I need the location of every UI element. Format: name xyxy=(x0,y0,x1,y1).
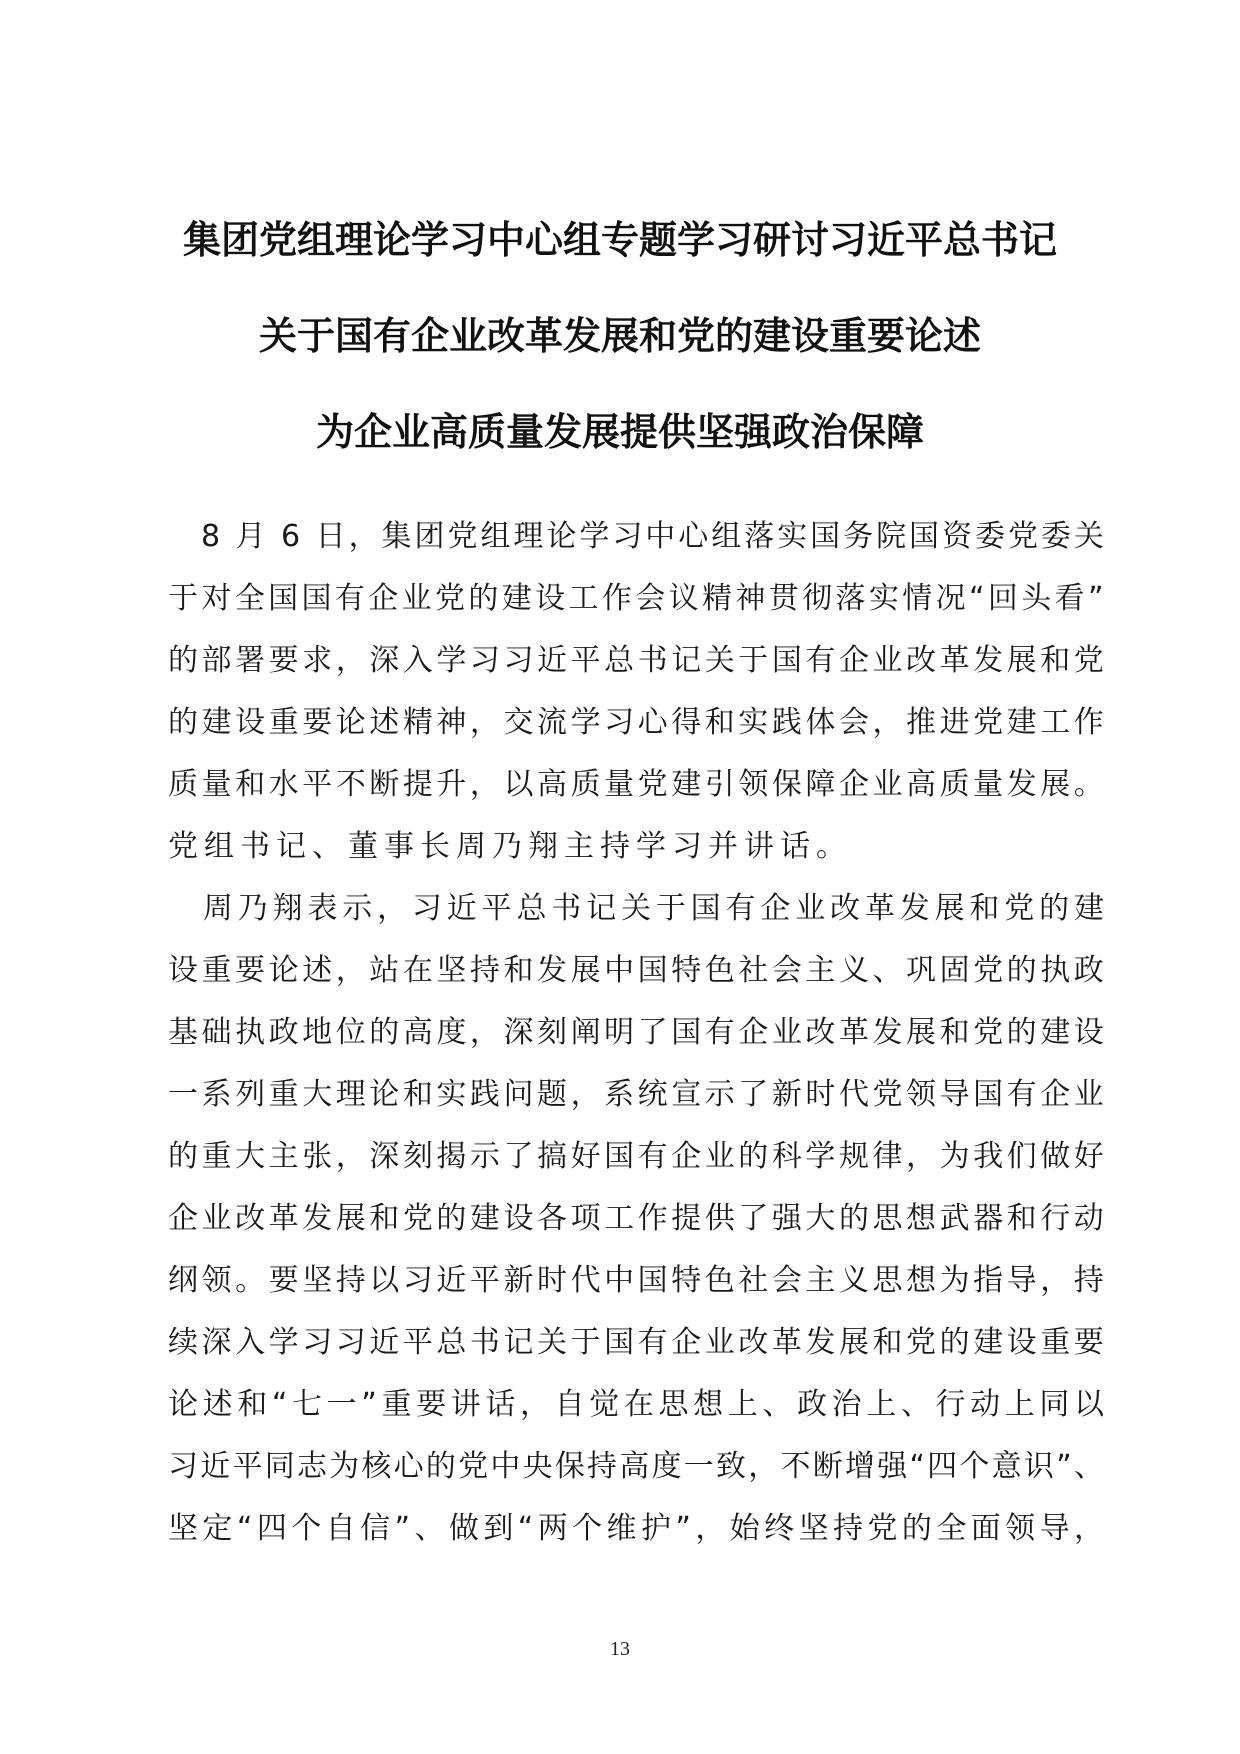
paragraph-1 xyxy=(168,512,1104,884)
page-number: 13 xyxy=(610,1638,630,1660)
text-line: 8 月 6 日 ， 集 团 党 组 理 论 学 习 中 心 组 落 实 国 务 院 国 资 委 党 委 关 xyxy=(200,519,1104,554)
article-body xyxy=(168,512,1104,1566)
title-line: 关于国有企业改革发展和党的建设重要论述 xyxy=(258,314,981,358)
text-line: 的 部 署 要 求 ， 深 入 学 习 习 近 平 总 书 记 关 于 国 有 企 业 改 革 发 展 和 党 xyxy=(168,643,1104,678)
text-line: 论 述 和 “ 七 一 ” 重 要 讲 话 ， 自 觉 在 思 想 上 、 政 治 上 、 行 动 上 同 以 xyxy=(168,1387,1104,1422)
text-line: 基 础 执 政 地 位 的 高 度 ， 深 刻 阐 明 了 国 有 企 业 改 革 发 展 和 党 的 建 设 xyxy=(168,1015,1104,1050)
text-line: 习 近 平 同 志 为 核 心 的 党 中 央 保 持 高 度 一 致 ， 不 断 增 强 “ 四 个 意 识 ” 、 xyxy=(168,1449,1104,1484)
text-line: 坚 定 “ 四 个 自 信 ” 、 做 到 “ 两 个 维 护 ” ， 始 终 坚 持 党 的 全 面 领 导 ， xyxy=(168,1511,1104,1546)
text-line: 设 重 要 论 述 ， 站 在 坚 持 和 发 展 中 国 特 色 社 会 主 义 、 巩 固 党 的 执 政 xyxy=(168,953,1104,988)
text-line: 党组书记、董事长周乃翔主持学习并讲话。 xyxy=(168,829,852,864)
article-title xyxy=(120,215,1120,503)
paragraph-2 xyxy=(168,884,1104,1566)
text-line: 的 重 大 主 张 ， 深 刻 揭 示 了 搞 好 国 有 企 业 的 科 学 规 律 ， 为 我 们 做 好 xyxy=(168,1139,1104,1174)
text-line: 续 深 入 学 习 习 近 平 总 书 记 关 于 国 有 企 业 改 革 发 展 和 党 的 建 设 重 要 xyxy=(168,1325,1104,1360)
text-line: 于 对 全 国 国 有 企 业 党 的 建 设 工 作 会 议 精 神 贯 彻 落 实 情 况 “ 回 头 看 ” xyxy=(168,581,1104,616)
text-line: 质 量 和 水 平 不 断 提 升 ， 以 高 质 量 党 建 引 领 保 障 企 业 高 质 量 发 展 。 xyxy=(168,767,1104,802)
text-line: 企 业 改 革 发 展 和 党 的 建 设 各 项 工 作 提 供 了 强 大 的 思 想 武 器 和 行 动 xyxy=(168,1201,1104,1236)
text-line: 周 乃 翔 表 示 ， 习 近 平 总 书 记 关 于 国 有 企 业 改 革 发 展 和 党 的 建 xyxy=(202,891,1104,926)
text-line: 一 系 列 重 大 理 论 和 实 践 问 题 ， 系 统 宣 示 了 新 时 代 党 领 导 国 有 企 业 xyxy=(168,1077,1104,1112)
title-line: 为企业高质量发展提供坚强政治保障 xyxy=(315,410,924,454)
title-line: 集团党组理论学习中心组专题学习研讨习近平总书记 xyxy=(182,218,1057,262)
text-line: 的 建 设 重 要 论 述 精 神 ， 交 流 学 习 心 得 和 实 践 体 会 ， 推 进 党 建 工 作 xyxy=(168,705,1104,740)
text-line: 纲 领 。 要 坚 持 以 习 近 平 新 时 代 中 国 特 色 社 会 主 义 思 想 为 指 导 ， 持 xyxy=(168,1263,1104,1298)
